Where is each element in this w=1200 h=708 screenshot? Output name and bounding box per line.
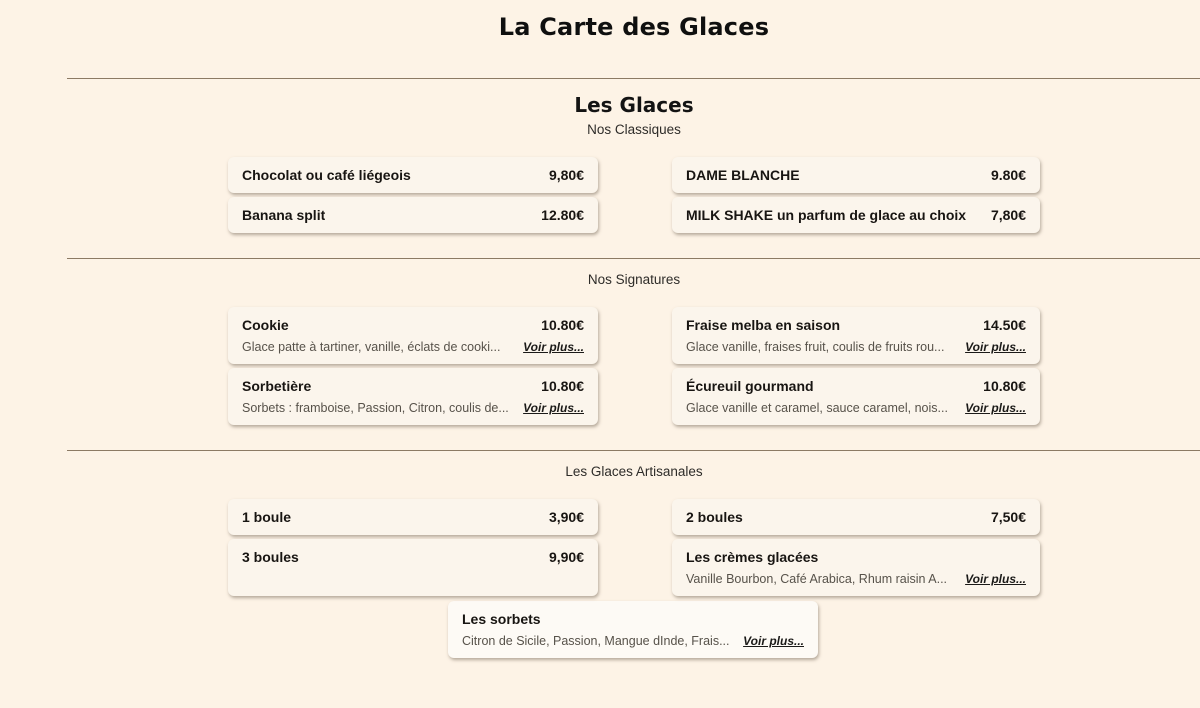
item-description: Vanille Bourbon, Café Arabica, Rhum raisin A... [686,572,948,586]
item-name: Fraise melba en saison [686,317,841,333]
item-name: 2 boules [686,509,743,525]
voir-plus-link[interactable]: Voir plus... [523,340,584,354]
section-subtitle: Les Glaces Artisanales [565,464,703,479]
section-subtitle: Nos Signatures [587,272,681,287]
item-name: 3 boules [242,549,299,565]
item-price: 7,80€ [990,207,1026,223]
item-price: 9,90€ [548,549,584,565]
voir-plus-link[interactable]: Voir plus... [743,634,804,648]
item-description: Sorbets : framboise, Passion, Citron, coulis de... [242,401,509,415]
section-subtitle: Nos Classiques [587,122,681,137]
item-name: 1 boule [242,509,292,525]
page-header [0,0,1200,78]
section-classiques-grid [228,157,1040,233]
section-head-artisanales [68,464,1200,479]
item-name: Les crèmes glacées [686,549,819,565]
item-description: Citron de Sicile, Passion, Mangue dInde, Frais... [462,634,730,648]
menu-item-card [672,499,1040,535]
menu-item-card [672,157,1040,193]
item-price: 7,50€ [990,509,1026,525]
item-price: 10.80€ [541,378,584,394]
item-name: DAME BLANCHE [686,167,800,183]
voir-plus-link[interactable]: Voir plus... [965,572,1026,586]
section-head-signatures [68,272,1200,287]
menu-item-card [672,197,1040,233]
item-name: MILK SHAKE un parfum de glace au choix [686,207,967,223]
item-name: Chocolat ou café liégeois [242,167,411,183]
menu-item-card [228,307,598,364]
menu-item-card [228,539,598,596]
item-price: 9,80€ [548,167,584,183]
menu-item-card [228,499,598,535]
menu-item-card [228,368,598,425]
item-description: Glace vanille et caramel, sauce caramel, nois... [686,401,948,415]
section-divider [67,78,1200,79]
item-name: Sorbetière [242,378,312,394]
section-head-classiques [68,93,1200,137]
menu-item-card [672,539,1040,596]
menu-item-card [228,157,598,193]
item-name: Cookie [242,317,289,333]
voir-plus-link[interactable]: Voir plus... [965,340,1026,354]
menu-item-card [672,368,1040,425]
item-description: Glace patte à tartiner, vanille, éclats de cooki... [242,340,501,354]
item-price: 3,90€ [548,509,584,525]
voir-plus-link[interactable]: Voir plus... [523,401,584,415]
menu-item-card [448,601,818,658]
item-price: 12.80€ [541,207,584,223]
item-name: Écureuil gourmand [686,378,814,394]
menu-item-card [672,307,1040,364]
menu-heading: Les Glaces [574,93,694,117]
voir-plus-link[interactable]: Voir plus... [965,401,1026,415]
item-description: Glace vanille, fraises fruit, coulis de fruits rou... [686,340,945,354]
item-name: Banana split [242,207,326,223]
section-divider [67,258,1200,259]
item-name: Les sorbets [462,611,541,627]
section-signatures-grid [228,307,1040,425]
section-artisanales-grid [228,499,1040,596]
item-price: 10.80€ [983,378,1026,394]
menu-item-card [228,197,598,233]
item-price: 10.80€ [541,317,584,333]
item-price: 9.80€ [990,167,1026,183]
section-divider [67,450,1200,451]
item-price: 14.50€ [983,317,1026,333]
page-title: La Carte des Glaces [498,13,770,41]
